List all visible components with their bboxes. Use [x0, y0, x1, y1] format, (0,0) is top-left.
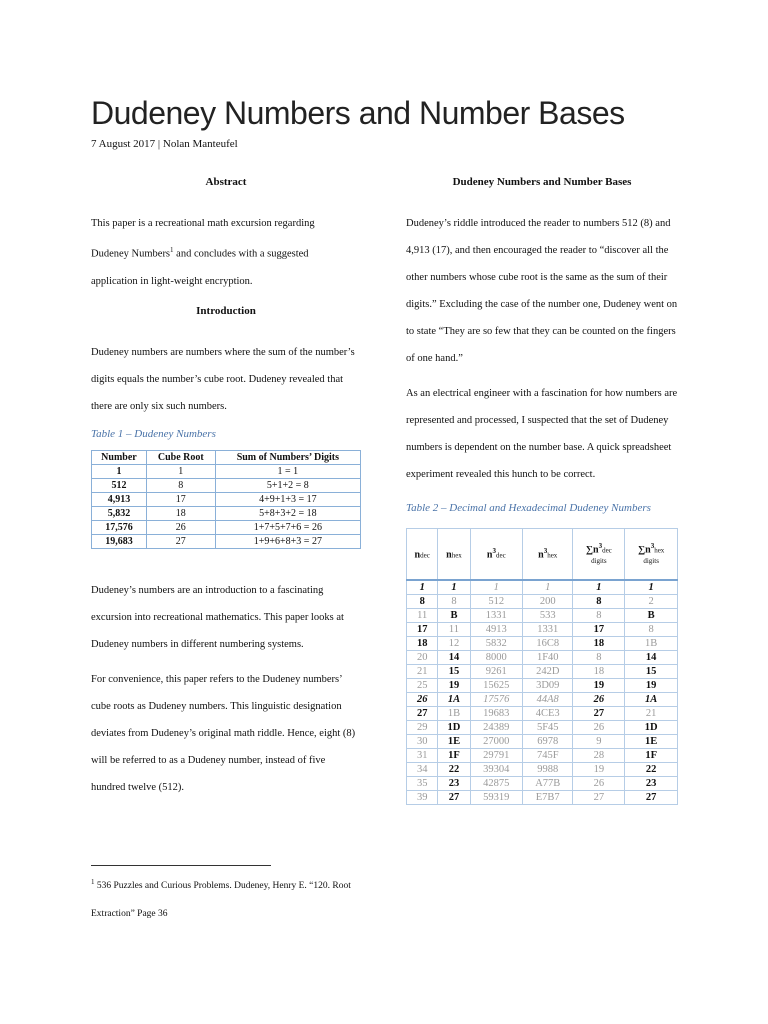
- table2-cell: 242D: [523, 665, 573, 679]
- right-paragraph-2: As an electrical engineer with a fascination for how numbers are represented and processed, I suspected that the set of Dudeney numbers is dependent on the number base. A quick spreadsheet experiment revealed this hunch to be correct.: [406, 388, 678, 480]
- table2-cell: 19: [573, 679, 625, 693]
- table1-header-cell: Cube Root: [146, 450, 215, 464]
- table1-cell: 4,913: [92, 492, 147, 506]
- table2-cell: 34: [407, 763, 438, 777]
- table2-cell: 16C8: [523, 637, 573, 651]
- table2-header-cell: [523, 529, 573, 581]
- table-row: [407, 707, 678, 721]
- table2-cell: 26: [407, 693, 438, 707]
- table1-cell: 1 = 1: [215, 464, 360, 478]
- table2-cell: 26: [573, 777, 625, 791]
- table2-cell: 22: [438, 763, 470, 777]
- table2-cell: 8: [438, 595, 470, 609]
- header-symbol: ∑n: [585, 544, 599, 556]
- table2-cell: 4913: [470, 623, 523, 637]
- table2-cell: 11: [407, 609, 438, 623]
- table2-cell: 1: [625, 580, 678, 595]
- table2-cell: 27: [625, 791, 678, 805]
- table-row: [92, 506, 361, 520]
- table2-header-cell: [470, 529, 523, 581]
- table2-cell: 21: [407, 665, 438, 679]
- table1-cell: 1: [146, 464, 215, 478]
- table2-cell: 8: [407, 595, 438, 609]
- table2-cell: 4CE3: [523, 707, 573, 721]
- abstract-line-2a: Dudeney Numbers: [91, 248, 171, 260]
- footnote: [91, 868, 371, 928]
- table2-cell: 22: [625, 763, 678, 777]
- table-row: [407, 721, 678, 735]
- abstract-line-2b: and concludes with a suggested: [173, 248, 309, 260]
- table2-cell: 512: [470, 595, 523, 609]
- table-row: [92, 464, 361, 478]
- header-subscript: dec: [495, 551, 506, 560]
- header-line2: digits: [643, 557, 659, 566]
- table2-cell: 31: [407, 749, 438, 763]
- table2-cell: 533: [523, 609, 573, 623]
- table2-cell: 27: [573, 707, 625, 721]
- table2-header-cell: [625, 529, 678, 581]
- table2-cell: 5F45: [523, 721, 573, 735]
- table1-cell: 19,683: [92, 534, 147, 548]
- table1-cell: 18: [146, 506, 215, 520]
- table1-header-cell: Number: [92, 450, 147, 464]
- table-row: [407, 651, 678, 665]
- table1-cell: 26: [146, 520, 215, 534]
- table2-cell: 23: [625, 777, 678, 791]
- table2-cell: 39304: [470, 763, 523, 777]
- header-symbol: n: [538, 549, 544, 561]
- abstract-line-1: This paper is a recreational math excursion regarding: [91, 218, 315, 229]
- table-row: [407, 595, 678, 609]
- table2-cell: 27000: [470, 735, 523, 749]
- table2-header-cell: [573, 529, 625, 581]
- table2-cell: 17576: [470, 693, 523, 707]
- footnote-ref[interactable]: 1: [170, 246, 174, 254]
- table2-cell: 1E: [438, 735, 470, 749]
- table2-cell: 745F: [523, 749, 573, 763]
- table2-cell: 11: [438, 623, 470, 637]
- header-superscript: 3: [543, 547, 548, 556]
- table2-cell: 1B: [438, 707, 470, 721]
- table2-header-cell: [438, 529, 470, 581]
- table2-cell: 1331: [470, 609, 523, 623]
- table2-cell: 1331: [523, 623, 573, 637]
- table-1: [91, 450, 361, 549]
- table1-cell: 1: [92, 464, 147, 478]
- table2-cell: 1: [407, 580, 438, 595]
- table2-cell: 42875: [470, 777, 523, 791]
- left-column: [91, 170, 361, 809]
- paragraph-2: Dudeney’s numbers are an introduction to a fascinating excursion into recreational mathematics. This paper looks at Dudeney numbers in different numbering systems.: [91, 584, 344, 650]
- table-row: [407, 623, 678, 637]
- table1-cell: 4+9+1+3 = 17: [215, 492, 360, 506]
- table2-cell: 1: [470, 580, 523, 595]
- table2-cell: 29: [407, 721, 438, 735]
- table2-cell: 1F: [438, 749, 470, 763]
- table2-header-cell: [407, 529, 438, 581]
- table1-cell: 8: [146, 478, 215, 492]
- table2-cell: 15: [625, 665, 678, 679]
- table1-cell: 27: [146, 534, 215, 548]
- table-row: [407, 735, 678, 749]
- table2-cell: 2: [625, 595, 678, 609]
- table2-cell: 8: [573, 609, 625, 623]
- header-symbol: n: [446, 549, 452, 561]
- table2-cell: 15625: [470, 679, 523, 693]
- table2-cell: 14: [438, 651, 470, 665]
- table2-cell: 18: [573, 637, 625, 651]
- header-superscript: 3: [492, 547, 496, 556]
- table2-cell: 30: [407, 735, 438, 749]
- table1-cell: 17: [146, 492, 215, 506]
- table2-cell: 6978: [523, 735, 573, 749]
- table2-cell: 18: [573, 665, 625, 679]
- table2-cell: 1: [573, 580, 625, 595]
- footnote-text: 536 Puzzles and Curious Problems. Dudeney, Henry E. “120. Root Extraction” Page 36: [91, 881, 351, 920]
- table2-cell: 9261: [470, 665, 523, 679]
- table-row: [92, 520, 361, 534]
- table-row: [407, 609, 678, 623]
- table2-cell: 27: [438, 791, 470, 805]
- table2-cell: B: [625, 609, 678, 623]
- table-2: [406, 528, 678, 805]
- table2-cell: 26: [573, 693, 625, 707]
- table2-cell: 24389: [470, 721, 523, 735]
- table1-cell: 5+1+2 = 8: [215, 478, 360, 492]
- table2-cell: 1A: [438, 693, 470, 707]
- header-superscript: 3: [598, 541, 603, 550]
- header-subscript: hex: [451, 551, 462, 560]
- table2-cell: 14: [625, 651, 678, 665]
- header-subscript: dec: [420, 551, 430, 560]
- table2-cell: 1B: [625, 637, 678, 651]
- table2-cell: 8: [573, 595, 625, 609]
- table2-cell: 27: [407, 707, 438, 721]
- header-symbol: n: [486, 549, 493, 561]
- table2-cell: 23: [438, 777, 470, 791]
- header-subscript: dec: [602, 546, 612, 555]
- table2-cell: 21: [625, 707, 678, 721]
- paragraph-3: For convenience, this paper refers to the Dudeney numbers’ cube roots as Dudeney numbers. This linguistic designation deviates from Dudeney’s original math riddle. Hence, eight (8) will be referred to as a Dudeney number, instead of five hundred twelve (512).: [91, 673, 356, 793]
- table2-cell: 27: [573, 791, 625, 805]
- header-subscript: hex: [547, 551, 558, 560]
- table2-cell: 39: [407, 791, 438, 805]
- intro-paragraph: Dudeney numbers are numbers where the sum of the number’s digits equals the number’s cube root. Dudeney revealed that there are only six such numbers.: [91, 346, 355, 412]
- table1-cell: 1+7+5+7+6 = 26: [215, 520, 360, 534]
- byline: 7 August 2017 | Nolan Manteufel: [91, 138, 238, 150]
- table2-cell: E7B7: [523, 791, 573, 805]
- table2-cell: 15: [438, 665, 470, 679]
- table2-cell: 35: [407, 777, 438, 791]
- table-row: [407, 749, 678, 763]
- table2-cell: 44A8: [523, 693, 573, 707]
- table2-cell: 17: [573, 623, 625, 637]
- table1-cell: 5+8+3+2 = 18: [215, 506, 360, 520]
- table2-cell: 1E: [625, 735, 678, 749]
- table-row: [407, 693, 678, 707]
- table-row: [407, 777, 678, 791]
- table2-cell: 28: [573, 749, 625, 763]
- table1-caption: Table 1 – Dudeney Numbers: [91, 427, 216, 440]
- abstract-heading: Abstract: [205, 176, 247, 188]
- section-heading: Dudeney Numbers and Number Bases: [452, 176, 632, 188]
- table1-header-cell: Sum of Numbers’ Digits: [215, 450, 360, 464]
- abstract-line-3: application in light-weight encryption.: [91, 275, 253, 287]
- table2-cell: 17: [407, 623, 438, 637]
- table-row: [407, 791, 678, 805]
- right-paragraph-1: Dudeney’s riddle introduced the reader to numbers 512 (8) and 4,913 (17), and then encouraged the reader to “discover all the other numbers whose cube root is the same as the sum of their digits.” Excluding the case of the number one, Dudeney went on to state “They are so few that they can be counted on the fingers of one hand.”: [406, 218, 678, 364]
- table2-cell: 29791: [470, 749, 523, 763]
- table-row: [92, 478, 361, 492]
- table2-cell: 19683: [470, 707, 523, 721]
- table2-cell: 5832: [470, 637, 523, 651]
- table2-cell: 12: [438, 637, 470, 651]
- footnote-number: 1: [91, 878, 95, 886]
- table-row: [407, 637, 678, 651]
- table2-cell: A77B: [523, 777, 573, 791]
- header-symbol: n: [414, 549, 421, 561]
- table2-cell: 1D: [438, 721, 470, 735]
- table-row: [407, 763, 678, 777]
- right-column: [406, 170, 678, 805]
- table1-cell: 1+9+6+8+3 = 27: [215, 534, 360, 548]
- table1-cell: 5,832: [92, 506, 147, 520]
- table2-cell: 9988: [523, 763, 573, 777]
- table2-cell: 9: [573, 735, 625, 749]
- table2-cell: 8: [625, 623, 678, 637]
- table2-cell: 19: [573, 763, 625, 777]
- table2-cell: 1A: [625, 693, 678, 707]
- table2-cell: 1D: [625, 721, 678, 735]
- table2-cell: 18: [407, 637, 438, 651]
- table2-cell: 8000: [470, 651, 523, 665]
- table2-cell: 25: [407, 679, 438, 693]
- table1-cell: 512: [92, 478, 147, 492]
- table2-cell: 1F40: [523, 651, 573, 665]
- table2-cell: 3D09: [523, 679, 573, 693]
- table2-cell: 19: [625, 679, 678, 693]
- table2-cell: 1F: [625, 749, 678, 763]
- page-title: Dudeney Numbers and Number Bases: [91, 95, 625, 131]
- table2-caption: Table 2 – Decimal and Hexadecimal Dudeney Numbers: [406, 502, 651, 514]
- header-symbol: ∑n: [637, 544, 651, 556]
- table2-cell: 8: [573, 651, 625, 665]
- header-superscript: 3: [650, 541, 655, 550]
- table2-cell: B: [438, 609, 470, 623]
- table-row: [92, 492, 361, 506]
- intro-heading: Introduction: [196, 304, 256, 317]
- table2-cell: 59319: [470, 791, 523, 805]
- table1-cell: 17,576: [92, 520, 147, 534]
- table2-cell: 200: [523, 595, 573, 609]
- table-row: [92, 534, 361, 548]
- footnote-divider: [91, 865, 271, 866]
- table2-cell: 20: [407, 651, 438, 665]
- header-line2: digits: [591, 557, 607, 566]
- abstract-text: [91, 210, 361, 295]
- table2-cell: 1: [438, 580, 470, 595]
- table-row: [407, 679, 678, 693]
- table-row: [407, 665, 678, 679]
- table2-cell: 1: [523, 580, 573, 595]
- table-row: [407, 580, 678, 595]
- table2-cell: 19: [438, 679, 470, 693]
- header-subscript: hex: [654, 546, 665, 555]
- table2-cell: 26: [573, 721, 625, 735]
